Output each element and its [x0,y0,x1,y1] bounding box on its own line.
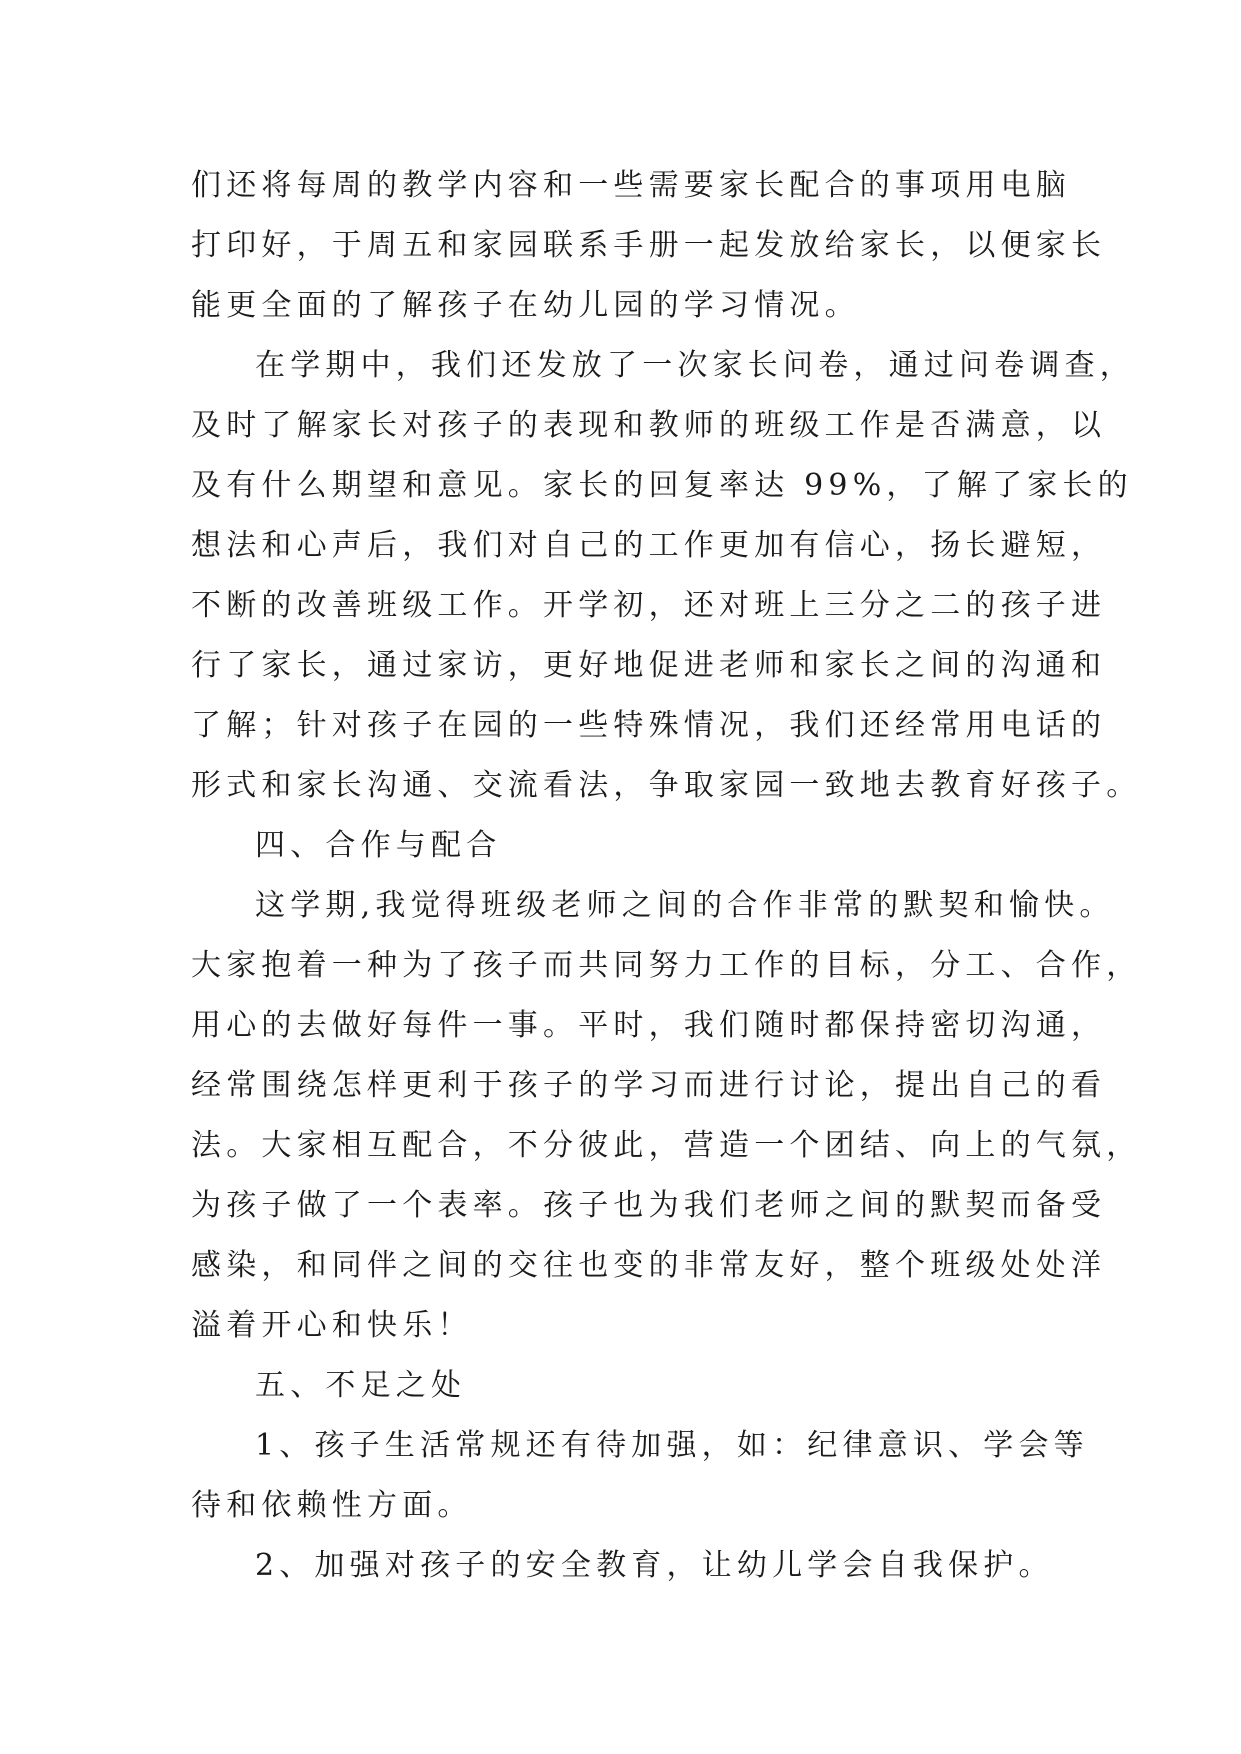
paragraph-line: 及时了解家长对孩子的表现和教师的班级工作是否满意，以 [191,408,1107,443]
paragraph-line: 用心的去做好每件一事。平时，我们随时都保持密切沟通， [191,1008,1107,1043]
paragraph-line: 大家抱着一种为了孩子而共同努力工作的目标，分工、合作， [191,948,1142,983]
paragraph-line: 形式和家长沟通、交流看法，争取家园一致地去教育好孩子。 [191,768,1142,803]
paragraph-line: 不断的改善班级工作。开学初，还对班上三分之二的孩子进 [191,588,1107,623]
paragraph-line: 行了家长，通过家访，更好地促进老师和家长之间的沟通和 [191,648,1107,683]
paragraph-line: 们还将每周的教学内容和一些需要家长配合的事项用电脑 [191,168,1071,203]
paragraph-line: 感染，和同伴之间的交往也变的非常友好，整个班级处处洋 [191,1248,1107,1283]
document-body [191,156,1142,1596]
paragraph-line: 这学期,我觉得班级老师之间的合作非常的默契和愉快。 [255,888,1115,923]
paragraph-line: 能更全面的了解孩子在幼儿园的学习情况。 [191,288,860,323]
list-item: 1、孩子生活常规还有待加强，如：纪律意识、学会等 [255,1428,1089,1463]
section-heading: 五、不足之处 [255,1368,467,1403]
paragraph-line: 为孩子做了一个表率。孩子也为我们老师之间的默契而备受 [191,1188,1107,1223]
list-item-continuation: 待和依赖性方面。 [191,1488,473,1523]
paragraph-line: 及有什么期望和意见。家长的回复率达 99%，了解了家长的 [191,468,1133,503]
paragraph-line: 经常围绕怎样更利于孩子的学习而进行讨论，提出自己的看 [191,1068,1107,1103]
paragraph-line: 想法和心声后，我们对自己的工作更加有信心，扬长避短， [191,528,1107,563]
list-item: 2、加强对孩子的安全教育，让幼儿学会自我保护。 [255,1548,1054,1583]
paragraph-line: 在学期中，我们还发放了一次家长问卷，通过问卷调查， [255,348,1135,383]
paragraph-line: 溢着开心和快乐！ [191,1308,473,1343]
paragraph-line: 法。大家相互配合，不分彼此，营造一个团结、向上的气氛， [191,1128,1142,1163]
paragraph-line: 了解；针对孩子在园的一些特殊情况，我们还经常用电话的 [191,708,1107,743]
section-heading: 四、合作与配合 [255,828,502,863]
paragraph-line: 打印好，于周五和家园联系手册一起发放给家长，以便家长 [191,228,1107,263]
